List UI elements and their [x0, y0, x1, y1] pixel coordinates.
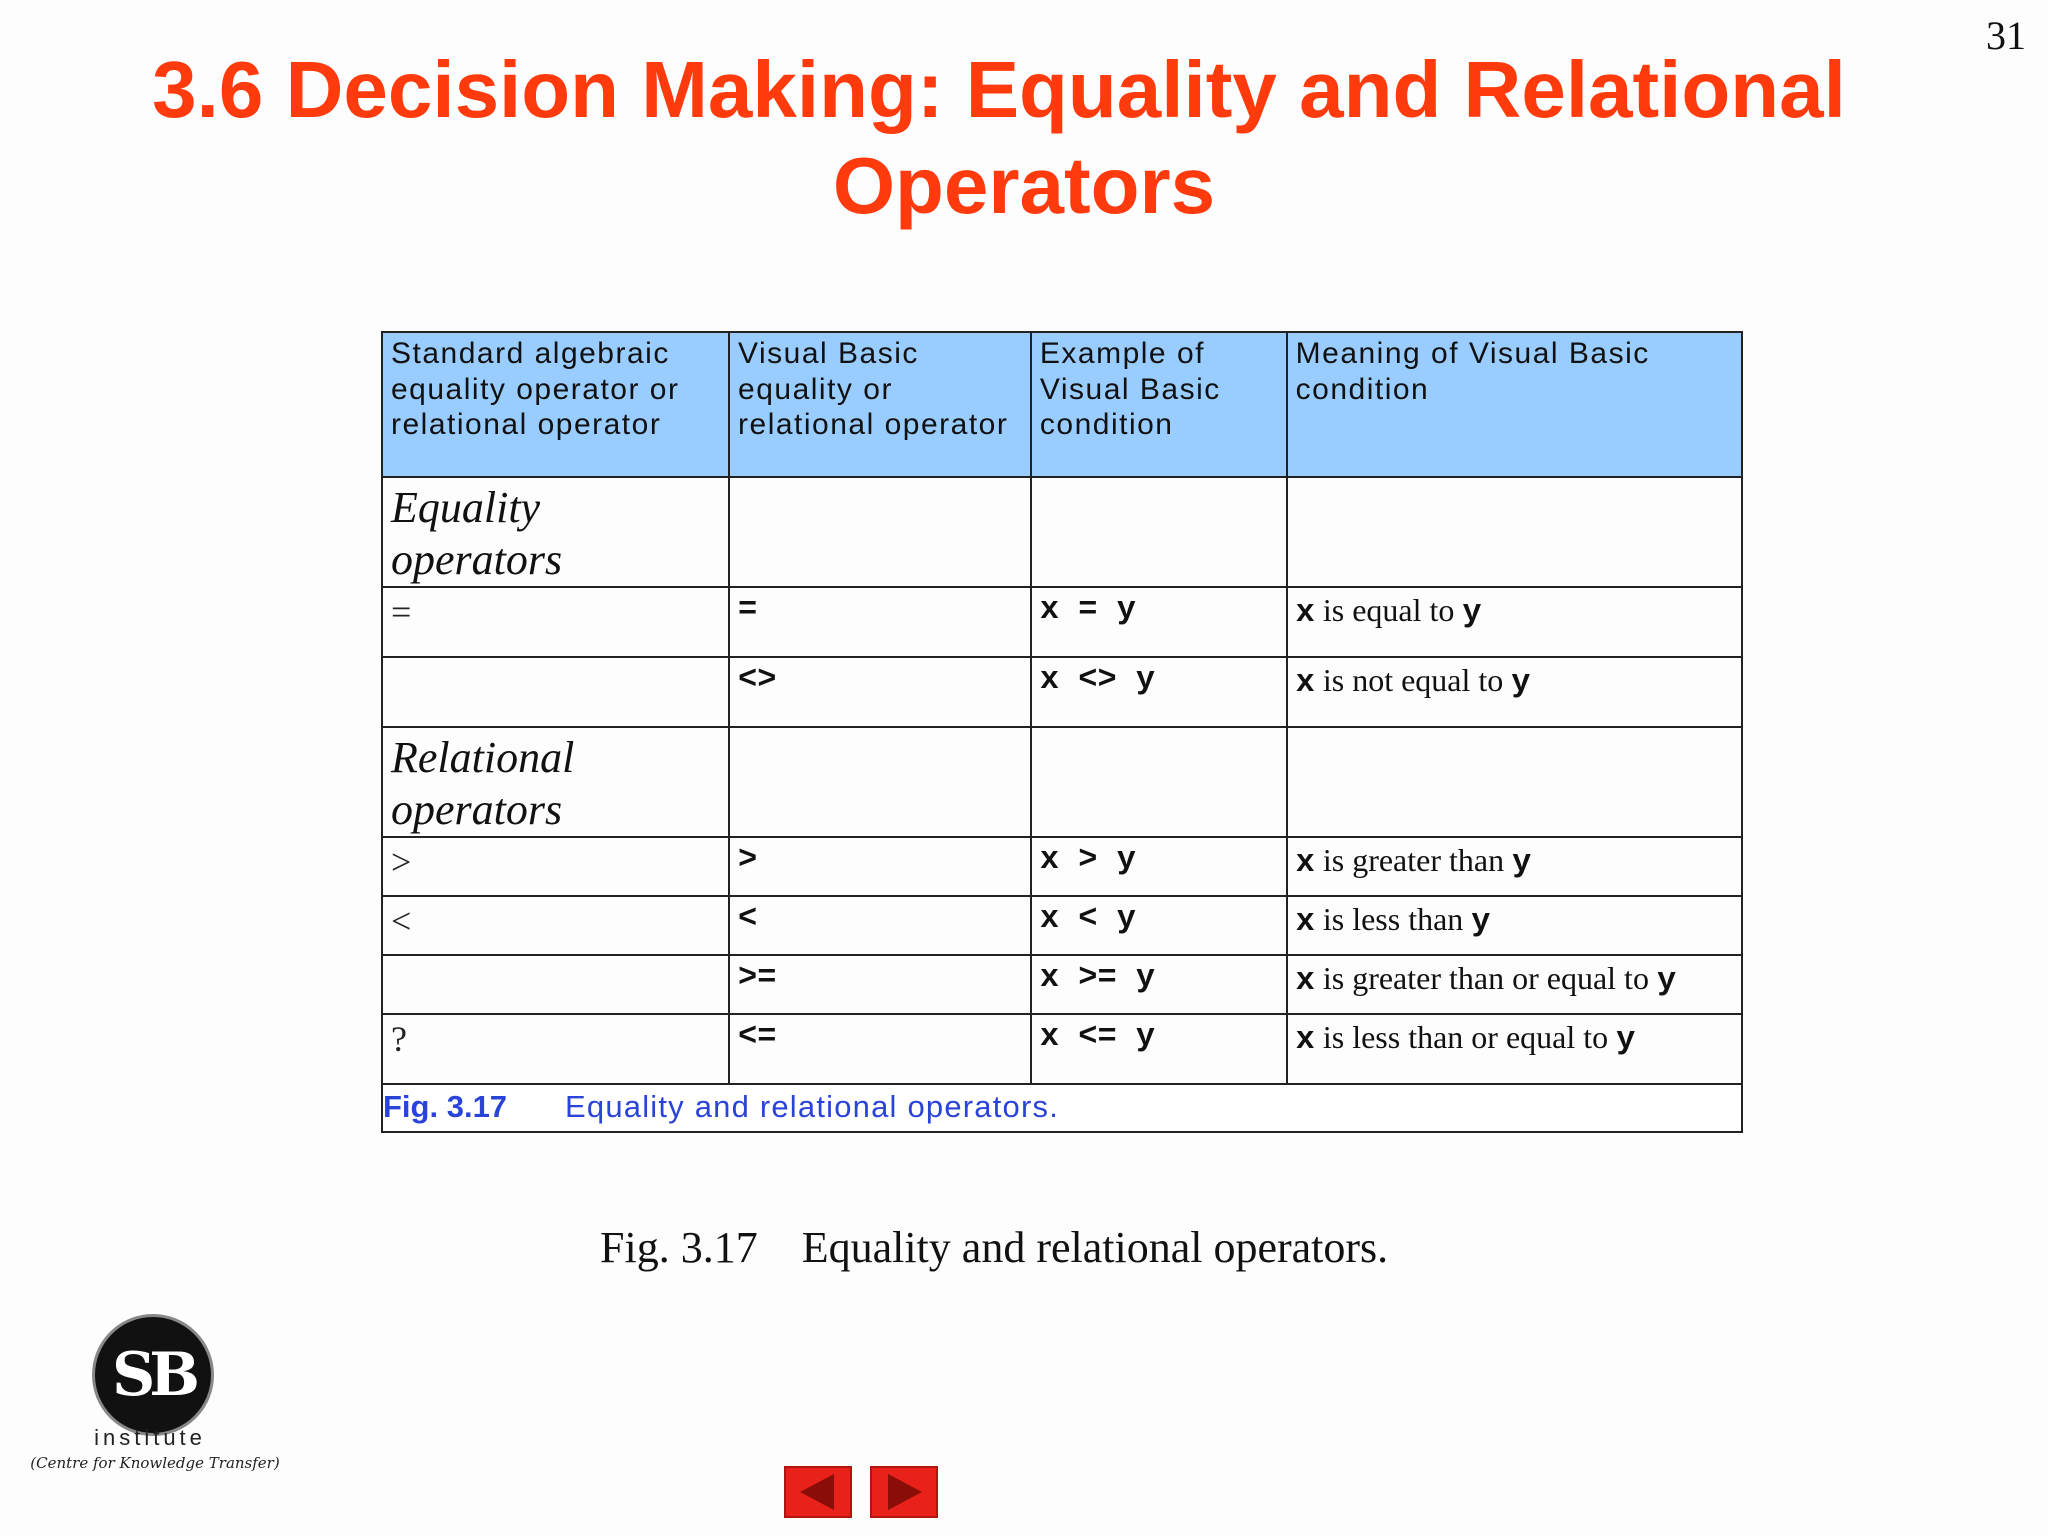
relational-group-label: Relational operators [382, 727, 729, 837]
meaning-object: y [1462, 594, 1482, 631]
meaning-cell [1287, 1014, 1742, 1084]
table-caption [382, 1084, 1742, 1132]
algebraic-cell: ? [382, 1014, 729, 1084]
meaning-cell [1287, 896, 1742, 955]
algebraic-cell [382, 657, 729, 727]
algebraic-cell: < [382, 896, 729, 955]
table-row [382, 1014, 1742, 1084]
slide-title [0, 42, 2048, 234]
header-meaning: Meaning of Visual Basic condition [1287, 332, 1742, 477]
meaning-object: y [1511, 664, 1531, 701]
empty-cell [1031, 727, 1287, 837]
empty-cell [1031, 477, 1287, 587]
meaning-subject: x [1295, 903, 1315, 940]
meaning-object: y [1512, 844, 1532, 881]
slide-title-line-1: 3.6 Decision Making: Equality and Relational [152, 45, 1846, 134]
meaning-subject: x [1295, 1021, 1315, 1058]
empty-cell [729, 727, 1031, 837]
figure-caption-number: Fig. 3.17 [600, 1223, 758, 1272]
vb-operator-cell: >= [729, 955, 1031, 1014]
algebraic-cell: = [382, 587, 729, 657]
table-row [382, 657, 1742, 727]
institute-logo [30, 1310, 280, 1475]
equality-group-row [382, 477, 1742, 587]
example-cell: x = y [1031, 587, 1287, 657]
logo-name: institute [94, 1425, 206, 1450]
vb-operator-cell: = [729, 587, 1031, 657]
operators-table [381, 331, 1743, 1133]
table-row [382, 955, 1742, 1014]
example-cell: x <> y [1031, 657, 1287, 727]
meaning-cell [1287, 837, 1742, 896]
meaning-object: y [1471, 903, 1491, 940]
meaning-object: y [1616, 1021, 1636, 1058]
figure-caption-text: Equality and relational operators. [801, 1223, 1389, 1272]
vb-operator-cell: > [729, 837, 1031, 896]
table-row [382, 587, 1742, 657]
meaning-subject: x [1295, 594, 1315, 631]
meaning-text: is not equal to [1314, 662, 1512, 698]
empty-cell [729, 477, 1031, 587]
page-number: 31 [1986, 13, 2026, 58]
vb-operator-cell: < [729, 896, 1031, 955]
algebraic-cell [382, 955, 729, 1014]
header-algebraic: Standard algebraic equality operator or relational operator [382, 332, 729, 477]
equality-group-label: Equality operators [382, 477, 729, 587]
relational-group-row [382, 727, 1742, 837]
meaning-subject: x [1295, 962, 1315, 999]
meaning-text: is greater than or equal to [1314, 960, 1657, 996]
figure-caption [600, 1222, 1388, 1273]
table-row [382, 837, 1742, 896]
empty-cell [1287, 477, 1742, 587]
header-vb-operator: Visual Basic equality or relational operator [729, 332, 1031, 477]
meaning-text: is greater than [1314, 842, 1513, 878]
table-caption-text: Equality and relational operators. [565, 1089, 1060, 1124]
table-row [382, 896, 1742, 955]
empty-cell [1287, 727, 1742, 837]
meaning-cell [1287, 955, 1742, 1014]
meaning-subject: x [1295, 844, 1315, 881]
logo-tagline: (Centre for Knowledge Transfer) [30, 1454, 280, 1472]
header-example: Example of Visual Basic condition [1031, 332, 1287, 477]
left-triangle-icon [786, 1468, 850, 1516]
logo-monogram: SB [92, 1314, 214, 1436]
meaning-object: y [1656, 962, 1677, 999]
meaning-text: is less than or equal to [1314, 1019, 1617, 1055]
table-caption-number: Fig. 3.17 [383, 1089, 508, 1124]
previous-slide-button[interactable] [784, 1466, 852, 1518]
meaning-text: is equal to [1314, 592, 1463, 628]
vb-operator-cell: <= [729, 1014, 1031, 1084]
right-triangle-icon [872, 1468, 936, 1516]
table-caption-row [382, 1084, 1742, 1132]
example-cell: x <= y [1031, 1014, 1287, 1084]
meaning-cell [1287, 657, 1742, 727]
meaning-subject: x [1295, 664, 1315, 701]
slide-title-line-2: Operators [832, 141, 1216, 230]
meaning-text: is less than [1314, 901, 1472, 937]
example-cell: x < y [1031, 896, 1287, 955]
vb-operator-cell: <> [729, 657, 1031, 727]
next-slide-button[interactable] [870, 1466, 938, 1518]
table-header-row [382, 332, 1742, 477]
example-cell: x >= y [1031, 955, 1287, 1014]
algebraic-cell: > [382, 837, 729, 896]
example-cell: x > y [1031, 837, 1287, 896]
meaning-cell [1287, 587, 1742, 657]
